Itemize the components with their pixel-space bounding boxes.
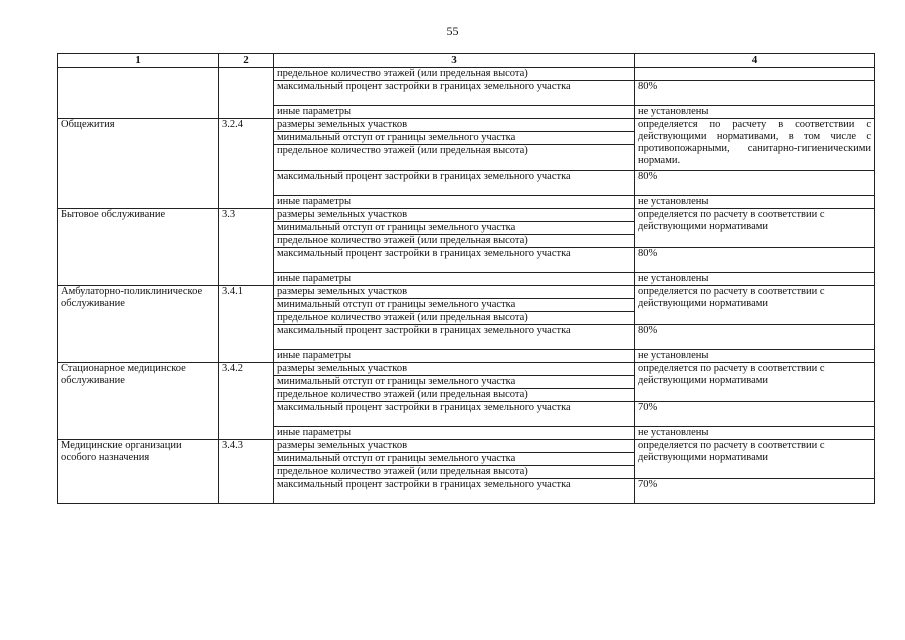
use-code-cell <box>219 68 274 119</box>
param-cell: максимальный процент застройки в границах земельного участка <box>274 479 635 504</box>
use-code-cell: 3.4.1 <box>219 286 274 363</box>
param-cell: размеры земельных участков <box>274 209 635 222</box>
value-cell: определяется по расчету в соответствии с действующими нормативами, в том числе с противопожарными, санитарно-гигиеническими нормами. <box>635 119 875 171</box>
table-row <box>58 209 875 222</box>
regulations-table <box>57 53 875 504</box>
param-cell: размеры земельных участков <box>274 440 635 453</box>
value-cell: определяется по расчету в соответствии с действующими нормативами <box>635 209 875 248</box>
param-cell: минимальный отступ от границы земельного участка <box>274 376 635 389</box>
table-row <box>58 286 875 299</box>
param-cell: иные параметры <box>274 273 635 286</box>
use-code-cell: 3.3 <box>219 209 274 286</box>
table-row <box>58 68 875 81</box>
value-cell: 80% <box>635 171 875 196</box>
value-cell: определяется по расчету в соответствии с действующими нормативами <box>635 286 875 325</box>
column-header-4: 4 <box>635 54 875 68</box>
value-cell: 70% <box>635 402 875 427</box>
table-row <box>58 363 875 376</box>
value-cell: 70% <box>635 479 875 504</box>
param-cell: максимальный процент застройки в границах земельного участка <box>274 81 635 106</box>
use-code-cell: 3.2.4 <box>219 119 274 209</box>
param-cell: предельное количество этажей (или предельная высота) <box>274 466 635 479</box>
param-cell: иные параметры <box>274 350 635 363</box>
value-cell: не установлены <box>635 350 875 363</box>
value-cell: 80% <box>635 81 875 106</box>
param-cell: размеры земельных участков <box>274 363 635 376</box>
column-header-3: 3 <box>274 54 635 68</box>
use-name-cell: Общежития <box>58 119 219 209</box>
param-cell: предельное количество этажей (или предельная высота) <box>274 312 635 325</box>
param-cell: минимальный отступ от границы земельного участка <box>274 453 635 466</box>
page-number: 55 <box>446 24 459 38</box>
value-cell: не установлены <box>635 427 875 440</box>
value-cell <box>635 68 875 81</box>
use-code-cell: 3.4.3 <box>219 440 274 504</box>
use-name-cell <box>58 68 219 119</box>
param-cell: максимальный процент застройки в границах земельного участка <box>274 171 635 196</box>
param-cell: иные параметры <box>274 106 635 119</box>
value-cell: определяется по расчету в соответствии с действующими нормативами <box>635 363 875 402</box>
column-header-1: 1 <box>58 54 219 68</box>
param-cell: минимальный отступ от границы земельного участка <box>274 132 635 145</box>
param-cell: предельное количество этажей (или предельная высота) <box>274 389 635 402</box>
use-code-cell: 3.4.2 <box>219 363 274 440</box>
column-header-2: 2 <box>219 54 274 68</box>
param-cell: предельное количество этажей (или предельная высота) <box>274 68 635 81</box>
value-cell: определяется по расчету в соответствии с действующими нормативами <box>635 440 875 479</box>
value-cell: не установлены <box>635 273 875 286</box>
param-cell: предельное количество этажей (или предельная высота) <box>274 235 635 248</box>
param-cell: предельное количество этажей (или предельная высота) <box>274 145 635 171</box>
param-cell: иные параметры <box>274 427 635 440</box>
param-cell: минимальный отступ от границы земельного участка <box>274 299 635 312</box>
param-cell: иные параметры <box>274 196 635 209</box>
value-cell: 80% <box>635 248 875 273</box>
param-cell: размеры земельных участков <box>274 119 635 132</box>
value-cell: не установлены <box>635 196 875 209</box>
use-name-cell: Амбулаторно-поликлиническое обслуживание <box>58 286 219 363</box>
header-row <box>58 54 875 68</box>
param-cell: минимальный отступ от границы земельного участка <box>274 222 635 235</box>
use-name-cell: Медицинские организации особого назначения <box>58 440 219 504</box>
use-name-cell: Стационарное медицинское обслуживание <box>58 363 219 440</box>
use-name-cell: Бытовое обслуживание <box>58 209 219 286</box>
param-cell: максимальный процент застройки в границах земельного участка <box>274 402 635 427</box>
param-cell: максимальный процент застройки в границах земельного участка <box>274 325 635 350</box>
param-cell: максимальный процент застройки в границах земельного участка <box>274 248 635 273</box>
param-cell: размеры земельных участков <box>274 286 635 299</box>
value-cell: не установлены <box>635 106 875 119</box>
table-row <box>58 119 875 132</box>
table-row <box>58 440 875 453</box>
value-cell: 80% <box>635 325 875 350</box>
